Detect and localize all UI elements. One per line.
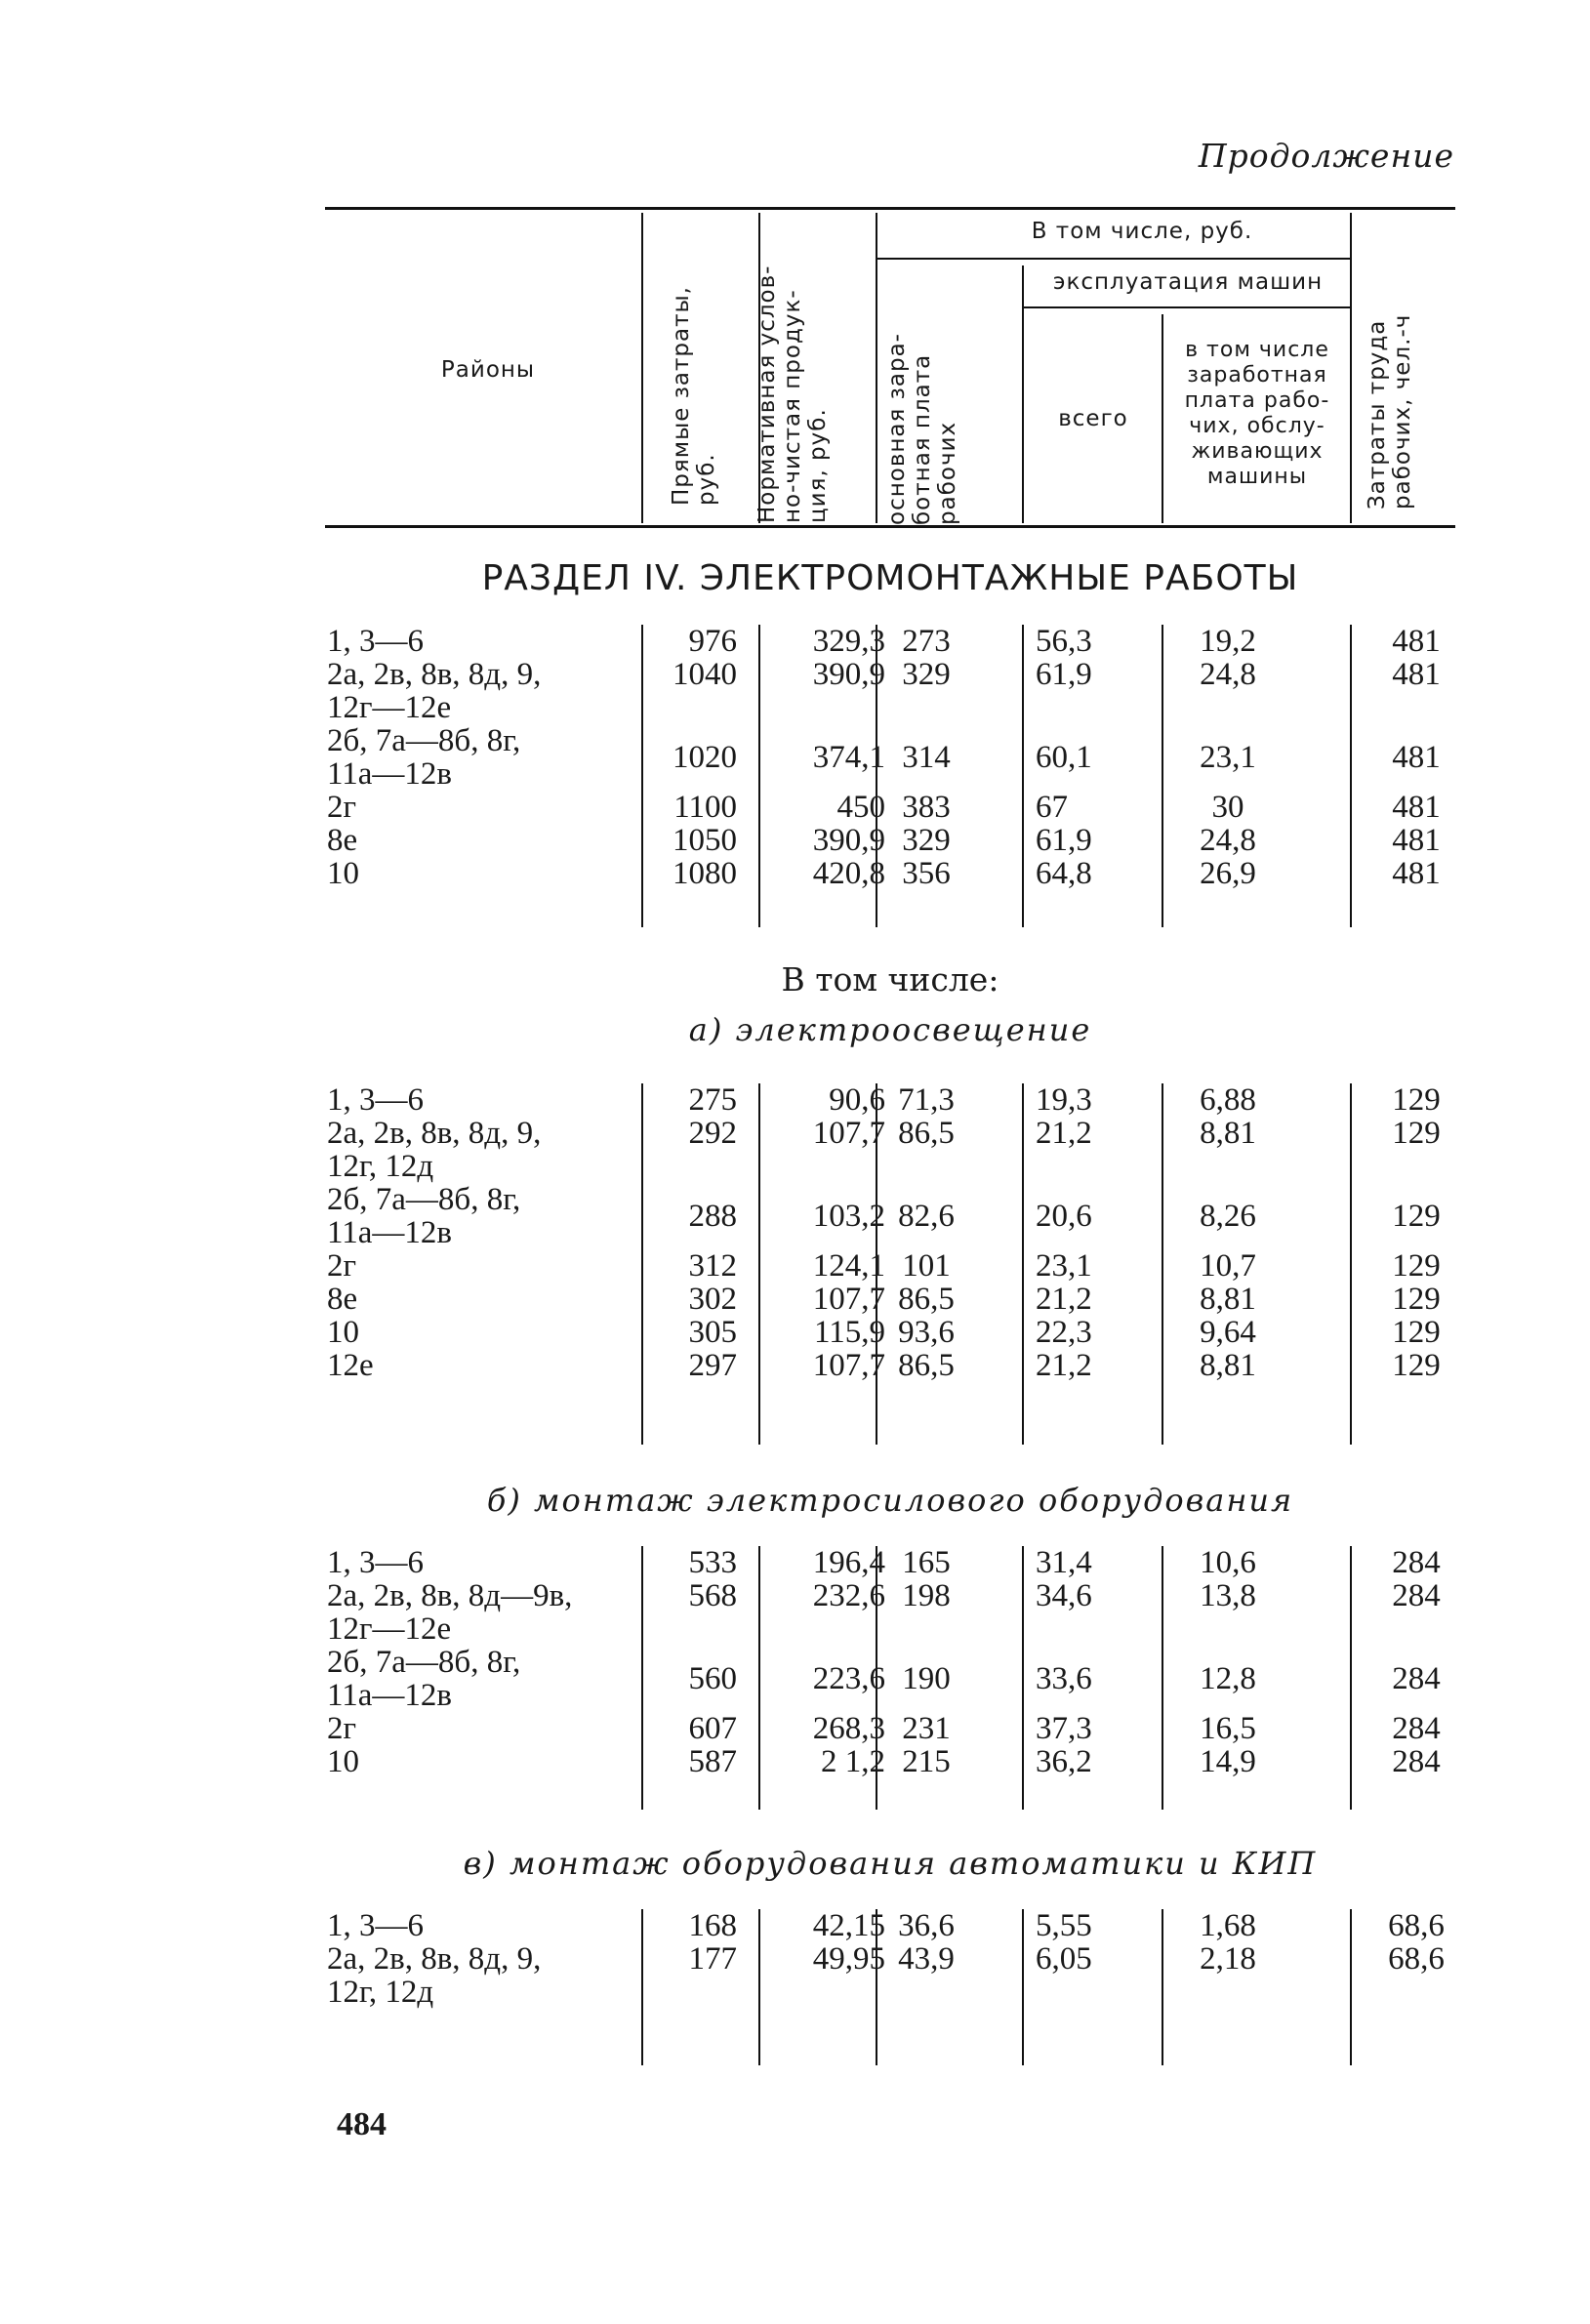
labor-costs-value: 481 bbox=[1392, 823, 1441, 858]
labor-costs-value: 284 bbox=[1392, 1545, 1441, 1580]
labor-costs-value: 481 bbox=[1392, 624, 1441, 659]
base-wage-value: 86,5 bbox=[898, 1282, 955, 1317]
base-wage-value: 71,3 bbox=[898, 1082, 955, 1118]
table-row bbox=[325, 1646, 1455, 1712]
base-wage-value: 93,6 bbox=[898, 1315, 955, 1350]
machine-wage-value: 14,9 bbox=[1200, 1744, 1256, 1779]
machine-wage-value: 30 bbox=[1211, 790, 1244, 825]
direct-costs-value: 297 bbox=[688, 1348, 737, 1383]
region-name: 8е bbox=[327, 823, 358, 858]
direct-costs-value: 1040 bbox=[673, 657, 737, 692]
machine-wage-value: 6,88 bbox=[1200, 1082, 1256, 1118]
section-title: РАЗДЕЛ IV. ЭЛЕКТРОМОНТАЖНЫЕ РАБОТЫ bbox=[481, 558, 1299, 598]
region-name: 2г bbox=[327, 1711, 357, 1746]
header-divider bbox=[1162, 314, 1163, 523]
labor-costs-value: 129 bbox=[1392, 1248, 1441, 1284]
machine-wage-value: 10,6 bbox=[1200, 1545, 1256, 1580]
table-b bbox=[325, 1546, 1455, 1810]
region-name: 2а, 2в, 8в, 8д, 9, bbox=[327, 1941, 542, 1977]
normative-production-value: 2 1,2 bbox=[821, 1744, 885, 1779]
base-wage-value: 231 bbox=[902, 1711, 951, 1746]
labor-costs-value: 129 bbox=[1392, 1315, 1441, 1350]
header-rayony: Районы bbox=[440, 357, 536, 383]
machine-total-value: 67 bbox=[1036, 790, 1068, 825]
table-row bbox=[325, 1546, 1455, 1579]
region-name: 12г—12е bbox=[327, 1611, 452, 1647]
machine-wage-value: 8,26 bbox=[1200, 1199, 1256, 1234]
base-wage-value: 215 bbox=[902, 1744, 951, 1779]
table-row bbox=[325, 1349, 1455, 1382]
machine-total-value: 34,6 bbox=[1036, 1578, 1092, 1613]
direct-costs-value: 302 bbox=[688, 1282, 737, 1317]
machine-total-value: 5,55 bbox=[1036, 1908, 1092, 1943]
labor-costs-value: 129 bbox=[1392, 1082, 1441, 1118]
direct-costs-value: 275 bbox=[688, 1082, 737, 1118]
header-divider bbox=[641, 213, 643, 523]
subsection-a-title: а) электроосвещение bbox=[688, 1011, 1092, 1048]
header-labor: Затраты труда рабочих, чел.-ч bbox=[1365, 313, 1415, 510]
table-row bbox=[325, 1745, 1455, 1778]
region-name: 11а—12в bbox=[327, 756, 453, 792]
base-wage-value: 383 bbox=[902, 790, 951, 825]
machine-wage-value: 26,9 bbox=[1200, 856, 1256, 891]
machine-wage-value: 23,1 bbox=[1200, 740, 1256, 775]
continuation-label: Продолжение bbox=[1198, 137, 1454, 175]
direct-costs-value: 587 bbox=[688, 1744, 737, 1779]
machine-wage-value: 10,7 bbox=[1200, 1248, 1256, 1284]
machine-total-value: 61,9 bbox=[1036, 657, 1092, 692]
machine-total-value: 21,2 bbox=[1036, 1282, 1092, 1317]
machine-total-value: 31,4 bbox=[1036, 1545, 1092, 1580]
region-name: 8е bbox=[327, 1282, 358, 1317]
labor-costs-value: 68,6 bbox=[1388, 1941, 1445, 1977]
normative-production-value: 390,9 bbox=[812, 657, 885, 692]
header-total: всего bbox=[1058, 406, 1128, 431]
table-row bbox=[325, 857, 1455, 890]
machine-total-value: 19,3 bbox=[1036, 1082, 1092, 1118]
subsection-b-title: б) монтаж электросилового оборудования bbox=[486, 1482, 1294, 1519]
region-name: 2а, 2в, 8в, 8д—9в, bbox=[327, 1578, 573, 1613]
table-row bbox=[325, 625, 1455, 658]
labor-costs-value: 481 bbox=[1392, 790, 1441, 825]
header-base-wage: основная зара- ботная плата рабочих bbox=[884, 333, 960, 525]
header-incl-wage: в том числе заработная плата рабо- чих, обслу- живающих машины bbox=[1184, 338, 1330, 489]
region-name: 1, 3—6 bbox=[327, 1545, 424, 1580]
table-row bbox=[325, 1183, 1455, 1249]
base-wage-value: 86,5 bbox=[898, 1116, 955, 1151]
machine-total-value: 60,1 bbox=[1036, 740, 1092, 775]
base-wage-value: 329 bbox=[902, 657, 951, 692]
normative-production-value: 450 bbox=[836, 790, 885, 825]
table-row bbox=[325, 1083, 1455, 1117]
table-main bbox=[325, 625, 1455, 927]
normative-production-value: 196,4 bbox=[812, 1545, 885, 1580]
base-wage-value: 356 bbox=[902, 856, 951, 891]
machine-total-value: 56,3 bbox=[1036, 624, 1092, 659]
table-row bbox=[325, 658, 1455, 724]
table-row bbox=[325, 1909, 1455, 1942]
header-normative: Нормативная услов- но-чистая продук- ция, руб. bbox=[754, 265, 831, 523]
machine-total-value: 20,6 bbox=[1036, 1199, 1092, 1234]
machine-total-value: 64,8 bbox=[1036, 856, 1092, 891]
region-name: 12г—12е bbox=[327, 690, 452, 725]
machine-wage-value: 19,2 bbox=[1200, 624, 1256, 659]
normative-production-value: 107,7 bbox=[812, 1116, 885, 1151]
labor-costs-value: 481 bbox=[1392, 740, 1441, 775]
machine-wage-value: 16,5 bbox=[1200, 1711, 1256, 1746]
region-name: 1, 3—6 bbox=[327, 1082, 424, 1118]
table-row bbox=[325, 1283, 1455, 1316]
in-that-number-label: В том числе: bbox=[781, 960, 999, 999]
region-name: 2а, 2в, 8в, 8д, 9, bbox=[327, 657, 542, 692]
region-name: 1, 3—6 bbox=[327, 624, 424, 659]
machine-total-value: 61,9 bbox=[1036, 823, 1092, 858]
region-name: 1, 3—6 bbox=[327, 1908, 424, 1943]
direct-costs-value: 1080 bbox=[673, 856, 737, 891]
table-row bbox=[325, 1712, 1455, 1745]
direct-costs-value: 1100 bbox=[673, 790, 737, 825]
machine-wage-value: 9,64 bbox=[1200, 1315, 1256, 1350]
base-wage-value: 43,9 bbox=[898, 1941, 955, 1977]
table-row bbox=[325, 724, 1455, 791]
table-row bbox=[325, 1942, 1455, 2009]
region-name: 11а—12в bbox=[327, 1215, 453, 1250]
header-bottom-rule bbox=[325, 525, 1455, 528]
normative-production-value: 107,7 bbox=[812, 1348, 885, 1383]
header-top-rule bbox=[325, 207, 1455, 210]
direct-costs-value: 533 bbox=[688, 1545, 737, 1580]
region-name: 2б, 7а—8б, 8г, bbox=[327, 1182, 521, 1217]
header-divider bbox=[1022, 265, 1024, 523]
normative-production-value: 329,3 bbox=[812, 624, 885, 659]
direct-costs-value: 568 bbox=[688, 1578, 737, 1613]
labor-costs-value: 68,6 bbox=[1388, 1908, 1445, 1943]
region-name: 12г, 12д bbox=[327, 1149, 434, 1184]
direct-costs-value: 292 bbox=[688, 1116, 737, 1151]
base-wage-value: 314 bbox=[902, 740, 951, 775]
machine-total-value: 23,1 bbox=[1036, 1248, 1092, 1284]
region-name: 2б, 7а—8б, 8г, bbox=[327, 723, 521, 758]
page-number: 484 bbox=[337, 2106, 387, 2142]
direct-costs-value: 1020 bbox=[673, 740, 737, 775]
machine-wage-value: 1,68 bbox=[1200, 1908, 1256, 1943]
machine-total-value: 33,6 bbox=[1036, 1661, 1092, 1696]
base-wage-value: 86,5 bbox=[898, 1348, 955, 1383]
machine-wage-value: 2,18 bbox=[1200, 1941, 1256, 1977]
base-wage-value: 273 bbox=[902, 624, 951, 659]
header-subrule bbox=[1024, 306, 1350, 308]
normative-production-value: 268,3 bbox=[812, 1711, 885, 1746]
machine-wage-value: 8,81 bbox=[1200, 1282, 1256, 1317]
region-name: 2г bbox=[327, 1248, 357, 1284]
region-name: 12г, 12д bbox=[327, 1975, 434, 2010]
machine-wage-value: 24,8 bbox=[1200, 657, 1256, 692]
labor-costs-value: 284 bbox=[1392, 1744, 1441, 1779]
base-wage-value: 190 bbox=[902, 1661, 951, 1696]
machine-total-value: 22,3 bbox=[1036, 1315, 1092, 1350]
labor-costs-value: 284 bbox=[1392, 1661, 1441, 1696]
direct-costs-value: 305 bbox=[688, 1315, 737, 1350]
labor-costs-value: 129 bbox=[1392, 1199, 1441, 1234]
normative-production-value: 107,7 bbox=[812, 1282, 885, 1317]
base-wage-value: 329 bbox=[902, 823, 951, 858]
header-group-title: В том числе, руб. bbox=[1031, 219, 1253, 244]
region-name: 11а—12в bbox=[327, 1678, 453, 1713]
header-direct-costs: Прямые затраты, руб. bbox=[669, 286, 719, 506]
direct-costs-value: 288 bbox=[688, 1199, 737, 1234]
normative-production-value: 124,1 bbox=[812, 1248, 885, 1284]
direct-costs-value: 976 bbox=[688, 624, 737, 659]
machine-wage-value: 24,8 bbox=[1200, 823, 1256, 858]
base-wage-value: 36,6 bbox=[898, 1908, 955, 1943]
normative-production-value: 223,6 bbox=[812, 1661, 885, 1696]
labor-costs-value: 129 bbox=[1392, 1282, 1441, 1317]
table-row bbox=[325, 1117, 1455, 1183]
direct-costs-value: 177 bbox=[688, 1941, 737, 1977]
header-subrule bbox=[877, 258, 1350, 260]
table-row bbox=[325, 1316, 1455, 1349]
table-row bbox=[325, 824, 1455, 857]
table-row bbox=[325, 1579, 1455, 1646]
subsection-c-title: в) монтаж оборудования автоматики и КИП bbox=[463, 1845, 1318, 1882]
normative-production-value: 374,1 bbox=[812, 740, 885, 775]
header-divider bbox=[1350, 213, 1352, 523]
region-name: 10 bbox=[327, 1315, 359, 1350]
base-wage-value: 198 bbox=[902, 1578, 951, 1613]
normative-production-value: 90,6 bbox=[829, 1082, 885, 1118]
header-machine-group: эксплуатация машин bbox=[1052, 269, 1324, 295]
normative-production-value: 42,15 bbox=[812, 1908, 885, 1943]
machine-total-value: 6,05 bbox=[1036, 1941, 1092, 1977]
direct-costs-value: 312 bbox=[688, 1248, 737, 1284]
labor-costs-value: 284 bbox=[1392, 1711, 1441, 1746]
normative-production-value: 49,95 bbox=[812, 1941, 885, 1977]
base-wage-value: 101 bbox=[902, 1248, 951, 1284]
table-a bbox=[325, 1083, 1455, 1445]
region-name: 2а, 2в, 8в, 8д, 9, bbox=[327, 1116, 542, 1151]
region-name: 2б, 7а—8б, 8г, bbox=[327, 1645, 521, 1680]
base-wage-value: 165 bbox=[902, 1545, 951, 1580]
region-name: 12е bbox=[327, 1348, 374, 1383]
base-wage-value: 82,6 bbox=[898, 1199, 955, 1234]
machine-total-value: 21,2 bbox=[1036, 1348, 1092, 1383]
labor-costs-value: 481 bbox=[1392, 657, 1441, 692]
labor-costs-value: 129 bbox=[1392, 1348, 1441, 1383]
region-name: 10 bbox=[327, 856, 359, 891]
region-name: 10 bbox=[327, 1744, 359, 1779]
direct-costs-value: 168 bbox=[688, 1908, 737, 1943]
machine-total-value: 37,3 bbox=[1036, 1711, 1092, 1746]
region-name: 2г bbox=[327, 790, 357, 825]
machine-total-value: 21,2 bbox=[1036, 1116, 1092, 1151]
machine-wage-value: 12,8 bbox=[1200, 1661, 1256, 1696]
direct-costs-value: 607 bbox=[688, 1711, 737, 1746]
machine-wage-value: 8,81 bbox=[1200, 1116, 1256, 1151]
labor-costs-value: 129 bbox=[1392, 1116, 1441, 1151]
machine-wage-value: 8,81 bbox=[1200, 1348, 1256, 1383]
labor-costs-value: 481 bbox=[1392, 856, 1441, 891]
labor-costs-value: 284 bbox=[1392, 1578, 1441, 1613]
normative-production-value: 103,2 bbox=[812, 1199, 885, 1234]
table-c bbox=[325, 1909, 1455, 2065]
table-row bbox=[325, 1249, 1455, 1283]
normative-production-value: 232,6 bbox=[812, 1578, 885, 1613]
normative-production-value: 420,8 bbox=[812, 856, 885, 891]
direct-costs-value: 1050 bbox=[673, 823, 737, 858]
normative-production-value: 390,9 bbox=[812, 823, 885, 858]
machine-wage-value: 13,8 bbox=[1200, 1578, 1256, 1613]
normative-production-value: 115,9 bbox=[813, 1315, 885, 1350]
machine-total-value: 36,2 bbox=[1036, 1744, 1092, 1779]
table-row bbox=[325, 791, 1455, 824]
direct-costs-value: 560 bbox=[688, 1661, 737, 1696]
